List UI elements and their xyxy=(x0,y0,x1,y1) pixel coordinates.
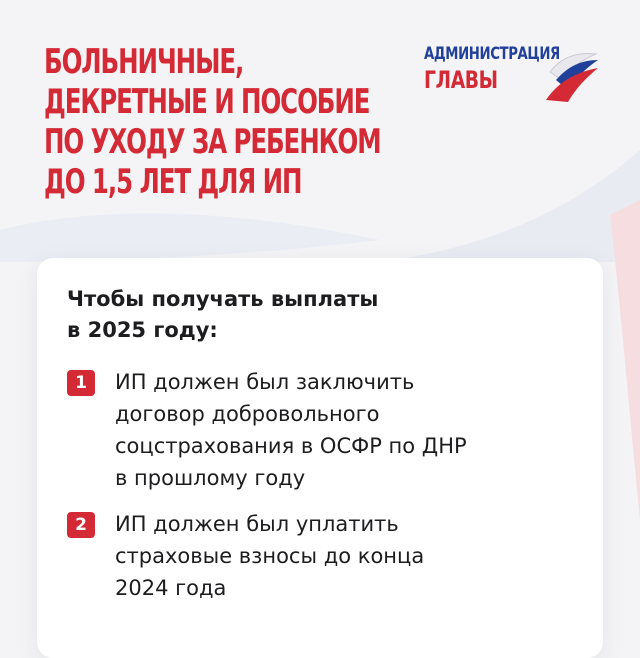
list-item-text xyxy=(115,366,555,494)
title-line: БОЛЬНИЧНЫЕ, xyxy=(44,42,244,82)
card-heading xyxy=(67,284,487,346)
list-item-line: ИП должен был заключить xyxy=(115,370,415,394)
title-line: ДО 1,5 ЛЕТ ДЛЯ ИП xyxy=(44,162,302,202)
title-line: ДЕКРЕТНЫЕ И ПОСОБИЕ xyxy=(44,82,370,122)
logo-text-glavy: ГЛАВЫ xyxy=(424,66,498,94)
list-item-line: соцстрахования в ОСФР по ДНР xyxy=(115,434,467,458)
card-heading-line: в 2025 году: xyxy=(67,318,218,342)
administration-logo xyxy=(424,44,604,108)
list-item-line: договор добровольного xyxy=(115,402,380,426)
info-card xyxy=(37,258,603,658)
title-line: ПО УХОДУ ЗА РЕБЕНКОМ xyxy=(44,122,381,162)
list-item-text xyxy=(115,508,555,604)
card-heading-line: Чтобы получать выплаты xyxy=(67,287,379,311)
page-title xyxy=(44,42,424,202)
list-item-line: ИП должен был уплатить xyxy=(115,512,399,536)
list-item-line: 2024 года xyxy=(115,576,227,600)
logo-text-administration: АДМИНИСТРАЦИЯ xyxy=(424,44,560,64)
number-badge: 1 xyxy=(67,370,95,396)
list-item-line: страховые взносы до конца xyxy=(115,544,425,568)
number-badge: 2 xyxy=(67,512,95,538)
list-item-line: в прошлому году xyxy=(115,466,306,490)
